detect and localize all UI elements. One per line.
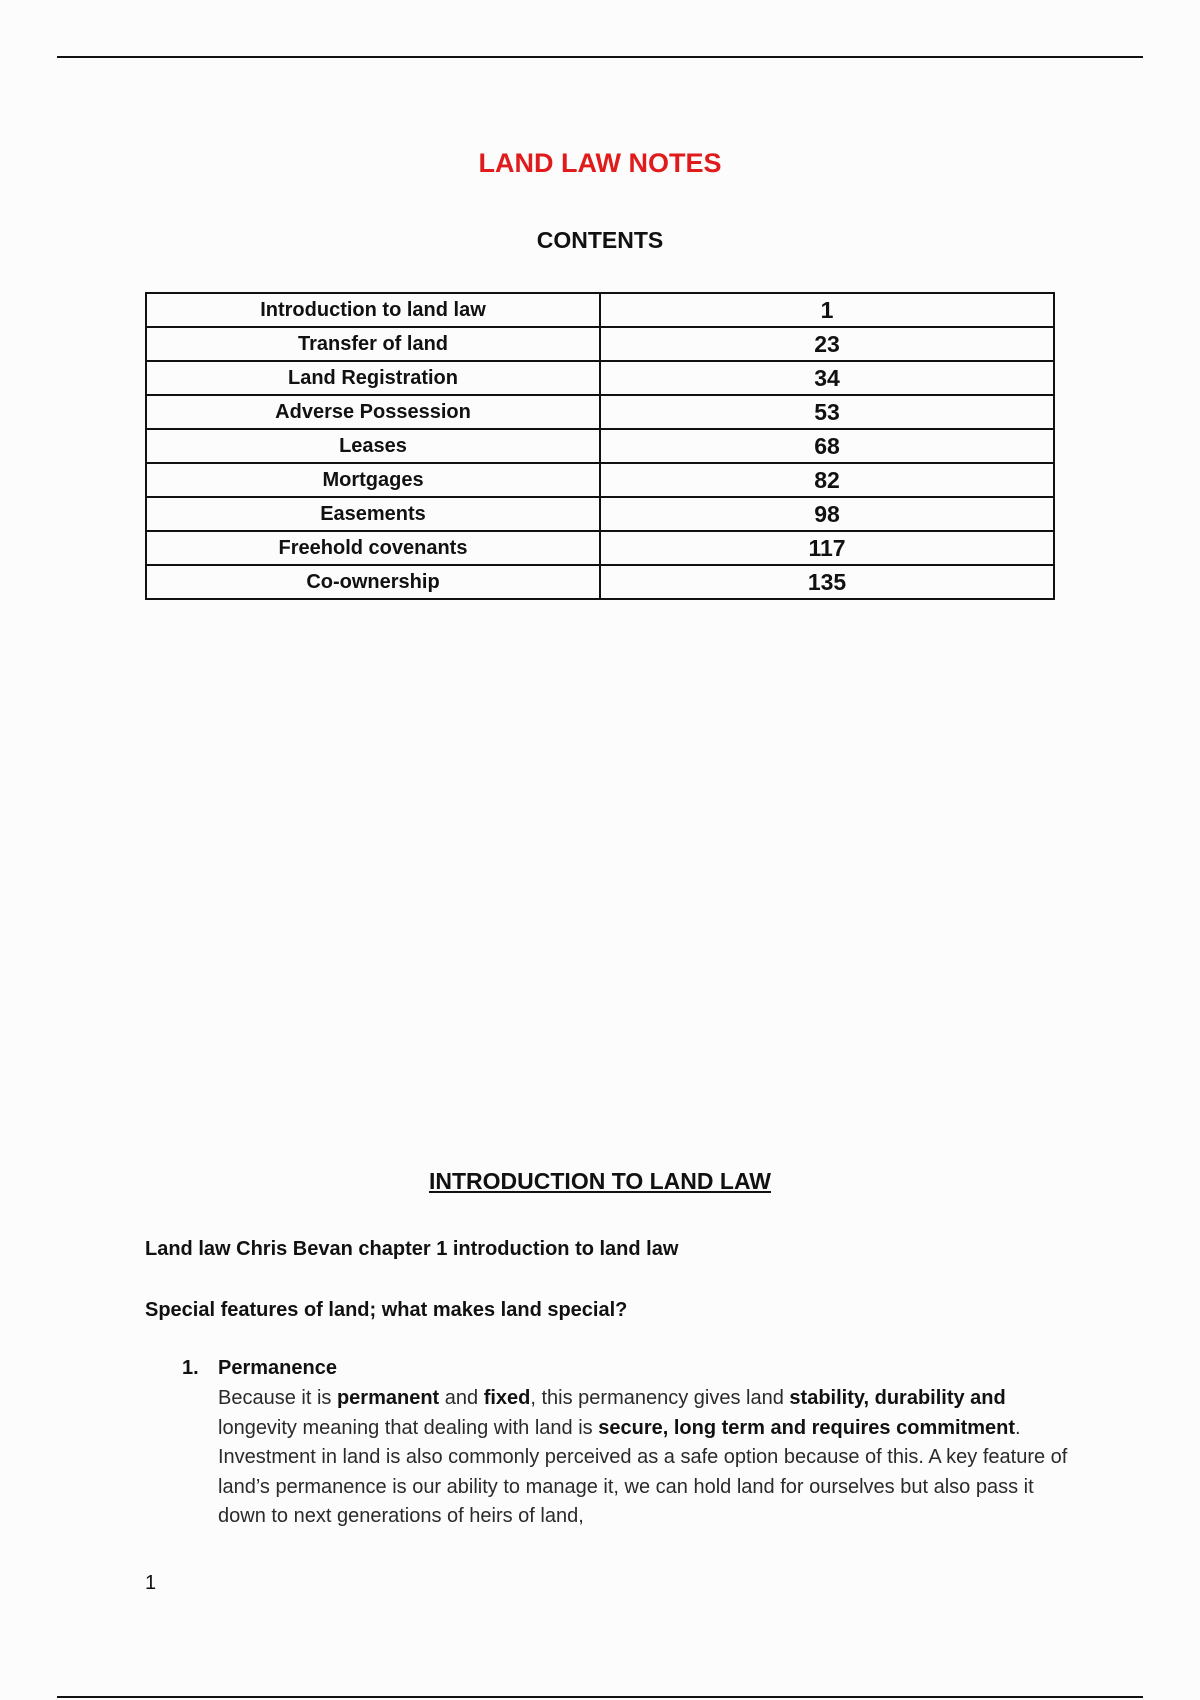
table-row <box>146 497 1054 531</box>
source-subheading: Land law Chris Bevan chapter 1 introduction to land law <box>145 1238 679 1260</box>
section-heading: INTRODUCTION TO LAND LAW <box>429 1168 771 1194</box>
body-text: and <box>439 1387 484 1409</box>
document-title: LAND LAW NOTES <box>478 148 722 178</box>
toc-topic: Adverse Possession <box>146 395 600 429</box>
toc-page: 117 <box>600 531 1054 565</box>
table-row <box>146 531 1054 565</box>
header-rule <box>57 56 1143 58</box>
emphasis-text: secure, long term and requires commitment <box>598 1416 1016 1439</box>
list-item-heading: Permanence <box>218 1357 337 1379</box>
toc-topic: Introduction to land law <box>146 293 600 327</box>
body-text: , this permanency gives land <box>530 1387 790 1409</box>
table-row <box>146 327 1054 361</box>
emphasis-text: fixed <box>483 1387 531 1409</box>
toc-topic: Transfer of land <box>146 327 600 361</box>
emphasis-text: stability, durability and <box>789 1387 1006 1409</box>
toc-topic: Land Registration <box>146 361 600 395</box>
list-item-paragraph <box>218 1384 1068 1532</box>
toc-page: 53 <box>600 395 1054 429</box>
toc-topic: Easements <box>146 497 600 531</box>
contents-heading: CONTENTS <box>536 227 664 253</box>
table-row <box>146 395 1054 429</box>
table-row <box>146 429 1054 463</box>
body-text: longevity meaning that dealing with land is <box>218 1416 599 1439</box>
toc-page: 1 <box>600 293 1054 327</box>
toc-topic: Mortgages <box>146 463 600 497</box>
toc-topic: Co-ownership <box>146 565 600 599</box>
body-text: . Investment in land is also commonly perceived as a safe option because of this. A key feature of land’s permanence is our ability to manage it, we can hold land for ourselves but also pass it down to next generations of heirs of land, <box>218 1416 1068 1527</box>
footer-rule <box>57 1696 1143 1698</box>
table-row <box>146 361 1054 395</box>
toc-topic: Leases <box>146 429 600 463</box>
contents-table <box>145 292 1055 600</box>
list-number: 1. <box>182 1357 199 1379</box>
toc-page: 23 <box>600 327 1054 361</box>
emphasis-text: permanent <box>336 1387 440 1409</box>
toc-page: 135 <box>600 565 1054 599</box>
toc-page: 34 <box>600 361 1054 395</box>
toc-topic: Freehold covenants <box>146 531 600 565</box>
features-subheading: Special features of land; what makes land special? <box>145 1299 628 1321</box>
toc-page: 82 <box>600 463 1054 497</box>
page-number: 1 <box>145 1572 157 1594</box>
toc-page: 68 <box>600 429 1054 463</box>
table-row <box>146 565 1054 599</box>
table-row <box>146 463 1054 497</box>
body-text: Because it is <box>218 1387 337 1409</box>
toc-page: 98 <box>600 497 1054 531</box>
table-row <box>146 293 1054 327</box>
